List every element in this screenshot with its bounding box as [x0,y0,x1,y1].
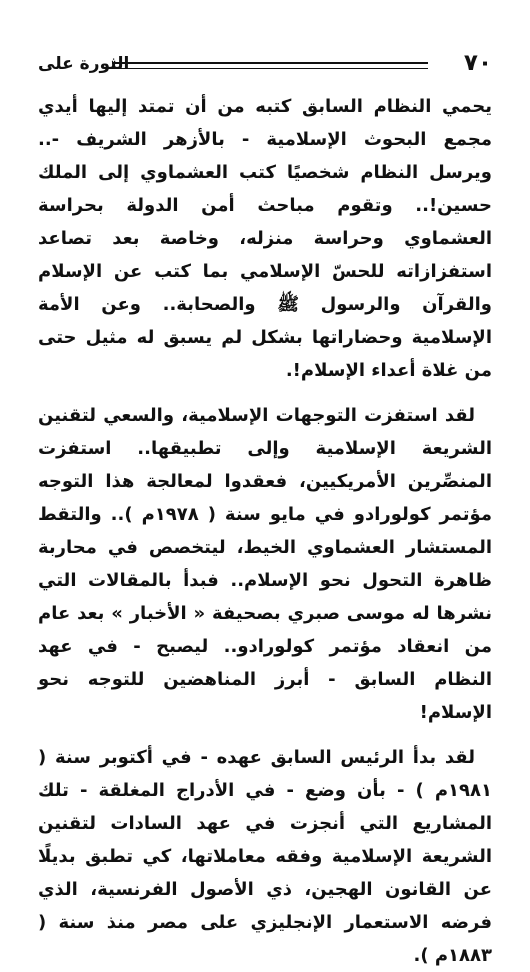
running-title: الثورة على [38,54,130,74]
body-paragraph-1: يحمي النظام السابق كتبه من أن تمتد إليها أيدي مجمع البحوث الإسلامية - بالأزهر الشريف -.. ويرسل النظام شخصيًا كتب العشماوي إلى الملك حسين!.. وتقوم مباحث أمن الدولة بحراسة العشماوي وحراسة منزله، وخاصة بعد تصاعد استفزازاته للحسّ الإسلامي بما كتب عن الإسلام والقرآن والرسول ﷺ والصحابة.. وعن الأمة الإسلامية وحضاراتها بشكل لم يسبق له مثيل حتى من غلاة أعداء الإسلام!. [38,96,492,381]
page-number: ٧٠ [463,50,492,76]
body-paragraph-3: لقد بدأ الرئيس السابق عهده - في أكتوبر سنة ( ١٩٨١م ) - بأن وضع - في الأدراج المغلقة - تلك المشاريع التي أنجزت في عهد السادات لتقنين الشريعة الإسلامية وفقه معاملاتها، كي تطبق بديلًا عن القانون الهجين، ذي الأصول الفرنسية، الذي فرضه الاستعمار الإنجليزي على مصر منذ سنة ( ١٨٨٣م ). [38,747,492,966]
header-double-rule-top [112,62,428,64]
page-body [38,90,492,972]
body-paragraph-2: لقد استفزت التوجهات الإسلامية، والسعي لتقنين الشريعة الإسلامية وإلى تطبيقها.. استفزت المنصِّرين الأمريكيين، فعقدوا لمعالجة هذا التوجه مؤتمر كولورادو في مايو سنة ( ١٩٧٨م ).. والتقط المستشار العشماوي الخيط، ليتخصص في محاربة ظاهرة التحول نحو الإسلام.. فبدأ بالمقالات التي نشرها له موسى صبري بصحيفة « الأخبار » بعد عام من انعقاد مؤتمر كولورادو.. ليصبح - في عهد النظام السابق - أبرز المناهضين للتوجه نحو الإسلام! [38,405,492,723]
header-double-rule-bottom [112,68,428,69]
page-header [38,50,492,84]
